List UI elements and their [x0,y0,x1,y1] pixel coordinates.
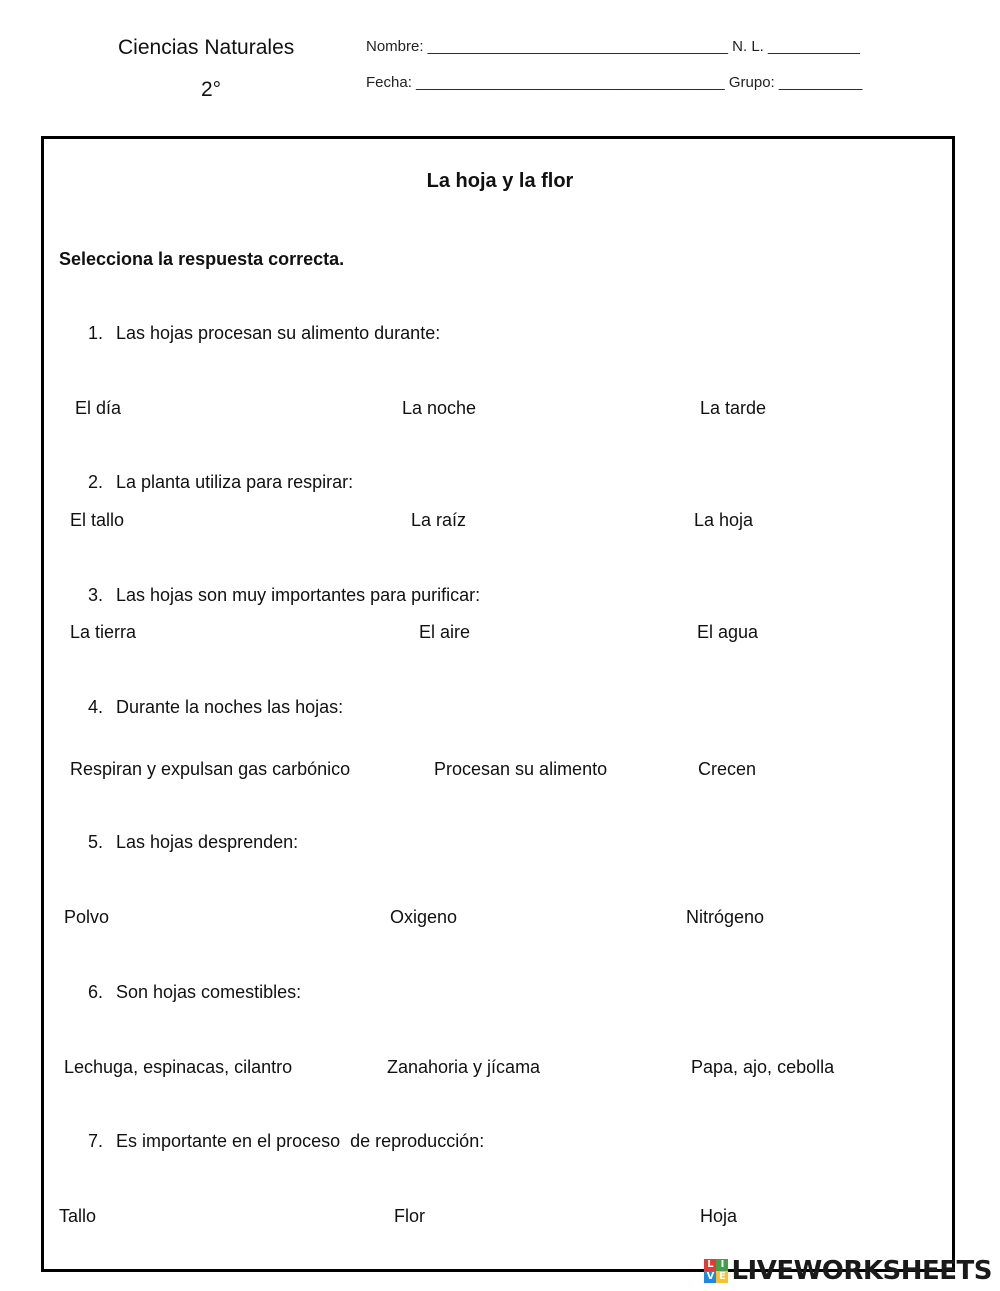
option-2a[interactable]: El tallo [70,510,125,530]
option-3b[interactable]: El aire [419,622,471,642]
option-4b[interactable]: Procesan su alimento [434,759,608,779]
option-3c[interactable]: El agua [697,622,759,642]
question-text: La planta utiliza para respirar: [116,472,354,492]
option-3a[interactable]: La tierra [70,622,137,642]
question-number: 7. [88,1131,104,1151]
instruction-text: Selecciona la respuesta correcta. [59,249,345,269]
question-7 [88,1131,484,1152]
question-1 [88,323,440,344]
logo-letter: I [716,1259,728,1271]
option-4c[interactable]: Crecen [698,759,757,779]
option-5a[interactable]: Polvo [64,907,110,927]
question-number: 4. [88,697,104,717]
question-text: Son hojas comestibles: [116,982,302,1002]
logo-letter: E [716,1271,728,1283]
option-7c[interactable]: Hoja [700,1206,738,1226]
liveworksheets-wordmark: LIVEWORKSHEETS [731,1256,992,1286]
question-number: 3. [88,585,104,605]
fecha-line: Fecha: _____________________________________ Grupo: __________ [366,74,863,91]
liveworksheets-logo-icon [704,1259,728,1283]
question-text: Las hojas desprenden: [116,832,299,852]
option-6c[interactable]: Papa, ajo, cebolla [691,1057,835,1077]
option-5b[interactable]: Oxigeno [390,907,458,927]
question-text: Es importante en el proceso de reproducción: [116,1131,485,1151]
question-number: 1. [88,323,104,343]
question-text: Durante la noches las hojas: [116,697,344,717]
question-number: 2. [88,472,104,492]
grade-label: 2° [201,78,222,101]
question-number: 5. [88,832,104,852]
logo-letter: L [704,1259,716,1271]
option-2c[interactable]: La hoja [694,510,754,530]
option-6b[interactable]: Zanahoria y jícama [387,1057,541,1077]
option-1a[interactable]: El día [75,398,122,418]
option-2b[interactable]: La raíz [411,510,467,530]
option-1b[interactable]: La noche [402,398,477,418]
question-2 [88,472,353,493]
option-6a[interactable]: Lechuga, espinacas, cilantro [64,1057,293,1077]
question-text: Las hojas son muy importantes para purificar: [116,585,481,605]
logo-letter: V [704,1271,716,1283]
question-4 [88,697,343,718]
option-1c[interactable]: La tarde [700,398,767,418]
question-5 [88,832,298,853]
nombre-line: Nombre: ____________________________________ N. L. ___________ [366,38,860,55]
question-3 [88,585,480,606]
option-7b[interactable]: Flor [394,1206,425,1226]
option-7a[interactable]: Tallo [59,1206,97,1226]
subject-title: Ciencias Naturales [118,36,295,59]
question-6 [88,982,301,1003]
liveworksheets-brand[interactable] [704,1256,992,1286]
question-text: Las hojas procesan su alimento durante: [116,323,441,343]
worksheet-title: La hoja y la flor [426,170,574,192]
option-5c[interactable]: Nitrógeno [686,907,765,927]
option-4a[interactable]: Respiran y expulsan gas carbónico [70,759,351,779]
question-number: 6. [88,982,104,1002]
